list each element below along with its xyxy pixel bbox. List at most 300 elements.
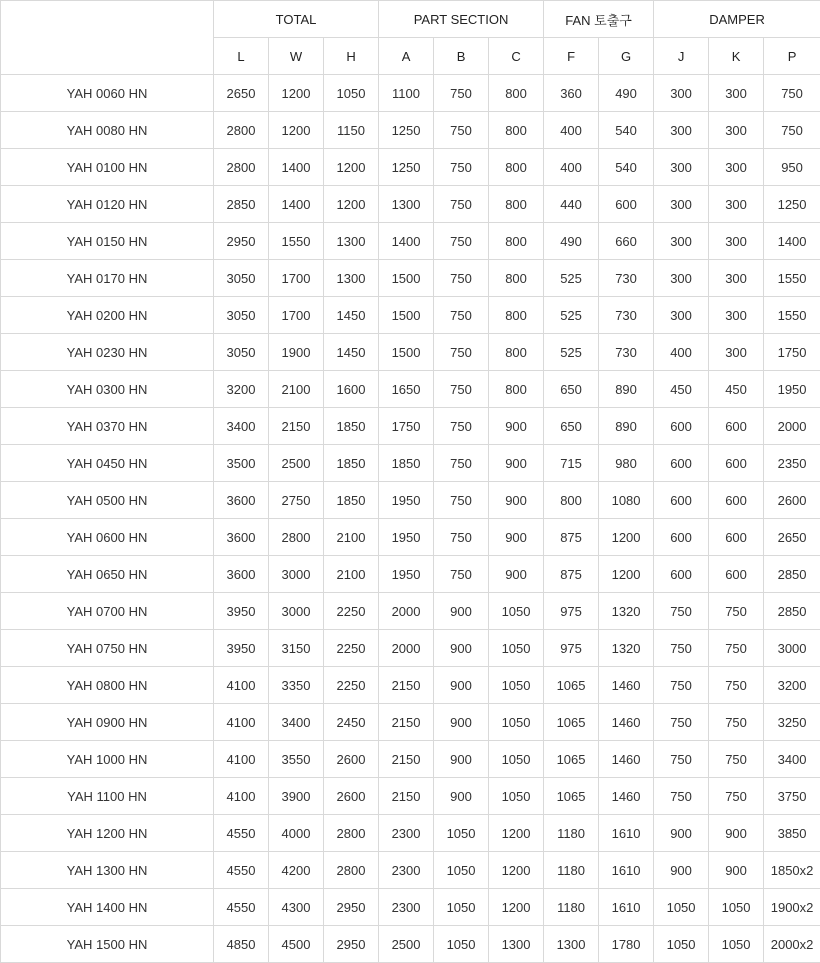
value-cell-l: 3950 — [214, 593, 269, 630]
value-cell-c: 800 — [489, 334, 544, 371]
value-cell-w: 2100 — [269, 371, 324, 408]
value-cell-h: 1300 — [324, 223, 379, 260]
value-cell-g: 1780 — [599, 926, 654, 963]
value-cell-a: 1250 — [379, 149, 434, 186]
value-cell-f: 975 — [544, 593, 599, 630]
value-cell-c: 900 — [489, 408, 544, 445]
value-cell-f: 525 — [544, 260, 599, 297]
model-cell: YAH 0060 HN — [1, 75, 214, 112]
value-cell-f: 800 — [544, 482, 599, 519]
value-cell-j: 750 — [654, 630, 709, 667]
value-cell-w: 2500 — [269, 445, 324, 482]
value-cell-h: 1200 — [324, 186, 379, 223]
value-cell-j: 600 — [654, 445, 709, 482]
value-cell-c: 900 — [489, 519, 544, 556]
value-cell-k: 1050 — [709, 889, 764, 926]
value-cell-j: 300 — [654, 297, 709, 334]
table-row — [1, 667, 820, 704]
value-cell-b: 900 — [434, 630, 489, 667]
table-row — [1, 852, 820, 889]
value-cell-k: 750 — [709, 778, 764, 815]
table-row — [1, 519, 820, 556]
value-cell-j: 300 — [654, 223, 709, 260]
value-cell-a: 1850 — [379, 445, 434, 482]
value-cell-p: 2000x2 — [764, 926, 820, 963]
value-cell-f: 360 — [544, 75, 599, 112]
value-cell-g: 600 — [599, 186, 654, 223]
value-cell-j: 300 — [654, 260, 709, 297]
value-cell-b: 900 — [434, 593, 489, 630]
value-cell-p: 1250 — [764, 186, 820, 223]
model-header-cell — [1, 1, 214, 75]
value-cell-w: 3550 — [269, 741, 324, 778]
model-cell: YAH 0500 HN — [1, 482, 214, 519]
value-cell-p: 2000 — [764, 408, 820, 445]
value-cell-p: 3400 — [764, 741, 820, 778]
value-cell-c: 1050 — [489, 667, 544, 704]
value-cell-c: 1050 — [489, 778, 544, 815]
value-cell-a: 1500 — [379, 334, 434, 371]
value-cell-j: 750 — [654, 667, 709, 704]
value-cell-c: 800 — [489, 297, 544, 334]
value-cell-w: 1400 — [269, 149, 324, 186]
table-row — [1, 815, 820, 852]
value-cell-a: 1100 — [379, 75, 434, 112]
value-cell-b: 750 — [434, 519, 489, 556]
value-cell-g: 1200 — [599, 519, 654, 556]
value-cell-h: 2800 — [324, 852, 379, 889]
value-cell-l: 4100 — [214, 741, 269, 778]
model-cell: YAH 1000 HN — [1, 741, 214, 778]
value-cell-h: 1450 — [324, 334, 379, 371]
value-cell-c: 1050 — [489, 593, 544, 630]
value-cell-g: 660 — [599, 223, 654, 260]
value-cell-f: 975 — [544, 630, 599, 667]
value-cell-l: 4550 — [214, 852, 269, 889]
value-cell-l: 3050 — [214, 297, 269, 334]
value-cell-p: 750 — [764, 112, 820, 149]
column-header-f: F — [544, 38, 599, 75]
value-cell-k: 750 — [709, 667, 764, 704]
model-cell: YAH 1100 HN — [1, 778, 214, 815]
value-cell-a: 1650 — [379, 371, 434, 408]
value-cell-l: 4550 — [214, 889, 269, 926]
value-cell-g: 490 — [599, 75, 654, 112]
value-cell-c: 1050 — [489, 630, 544, 667]
value-cell-p: 3200 — [764, 667, 820, 704]
value-cell-b: 1050 — [434, 889, 489, 926]
model-cell: YAH 0650 HN — [1, 556, 214, 593]
value-cell-a: 2150 — [379, 741, 434, 778]
value-cell-f: 400 — [544, 112, 599, 149]
value-cell-b: 750 — [434, 482, 489, 519]
model-cell: YAH 1200 HN — [1, 815, 214, 852]
value-cell-w: 4000 — [269, 815, 324, 852]
value-cell-h: 2600 — [324, 741, 379, 778]
value-cell-l: 4100 — [214, 667, 269, 704]
value-cell-f: 440 — [544, 186, 599, 223]
value-cell-p: 2350 — [764, 445, 820, 482]
value-cell-k: 750 — [709, 593, 764, 630]
value-cell-j: 300 — [654, 112, 709, 149]
value-cell-w: 4200 — [269, 852, 324, 889]
value-cell-g: 730 — [599, 260, 654, 297]
value-cell-f: 1065 — [544, 778, 599, 815]
value-cell-w: 3150 — [269, 630, 324, 667]
value-cell-g: 890 — [599, 371, 654, 408]
value-cell-h: 2250 — [324, 630, 379, 667]
value-cell-l: 2850 — [214, 186, 269, 223]
column-header-c: C — [489, 38, 544, 75]
value-cell-p: 1750 — [764, 334, 820, 371]
value-cell-h: 1600 — [324, 371, 379, 408]
value-cell-j: 600 — [654, 519, 709, 556]
value-cell-b: 750 — [434, 149, 489, 186]
value-cell-j: 900 — [654, 815, 709, 852]
value-cell-f: 1300 — [544, 926, 599, 963]
value-cell-b: 1050 — [434, 852, 489, 889]
value-cell-a: 1500 — [379, 297, 434, 334]
value-cell-k: 300 — [709, 260, 764, 297]
value-cell-c: 800 — [489, 186, 544, 223]
value-cell-a: 1250 — [379, 112, 434, 149]
value-cell-b: 750 — [434, 408, 489, 445]
value-cell-g: 1610 — [599, 852, 654, 889]
value-cell-g: 730 — [599, 334, 654, 371]
model-cell: YAH 0600 HN — [1, 519, 214, 556]
value-cell-w: 2800 — [269, 519, 324, 556]
value-cell-w: 4300 — [269, 889, 324, 926]
value-cell-c: 1200 — [489, 815, 544, 852]
table-row — [1, 741, 820, 778]
value-cell-k: 450 — [709, 371, 764, 408]
table-row — [1, 408, 820, 445]
value-cell-h: 2100 — [324, 519, 379, 556]
value-cell-b: 750 — [434, 112, 489, 149]
value-cell-p: 1950 — [764, 371, 820, 408]
value-cell-c: 1050 — [489, 741, 544, 778]
value-cell-f: 525 — [544, 297, 599, 334]
value-cell-w: 1400 — [269, 186, 324, 223]
value-cell-h: 2950 — [324, 926, 379, 963]
model-cell: YAH 0230 HN — [1, 334, 214, 371]
value-cell-k: 300 — [709, 112, 764, 149]
value-cell-f: 1180 — [544, 852, 599, 889]
value-cell-p: 2850 — [764, 556, 820, 593]
value-cell-w: 3000 — [269, 556, 324, 593]
value-cell-f: 1180 — [544, 889, 599, 926]
value-cell-b: 900 — [434, 741, 489, 778]
value-cell-l: 2800 — [214, 112, 269, 149]
value-cell-f: 1065 — [544, 667, 599, 704]
value-cell-l: 3600 — [214, 556, 269, 593]
value-cell-a: 2300 — [379, 889, 434, 926]
value-cell-k: 300 — [709, 186, 764, 223]
value-cell-h: 1200 — [324, 149, 379, 186]
column-header-j: J — [654, 38, 709, 75]
value-cell-l: 2650 — [214, 75, 269, 112]
value-cell-b: 750 — [434, 297, 489, 334]
value-cell-f: 1065 — [544, 704, 599, 741]
value-cell-l: 3950 — [214, 630, 269, 667]
value-cell-c: 900 — [489, 482, 544, 519]
value-cell-g: 730 — [599, 297, 654, 334]
table-row — [1, 593, 820, 630]
value-cell-b: 750 — [434, 445, 489, 482]
value-cell-f: 650 — [544, 408, 599, 445]
value-cell-h: 2250 — [324, 667, 379, 704]
value-cell-j: 300 — [654, 75, 709, 112]
value-cell-h: 1150 — [324, 112, 379, 149]
column-header-k: K — [709, 38, 764, 75]
value-cell-l: 3050 — [214, 260, 269, 297]
column-header-g: G — [599, 38, 654, 75]
value-cell-b: 750 — [434, 556, 489, 593]
value-cell-h: 1450 — [324, 297, 379, 334]
value-cell-j: 300 — [654, 186, 709, 223]
value-cell-g: 540 — [599, 149, 654, 186]
value-cell-l: 2800 — [214, 149, 269, 186]
value-cell-w: 3400 — [269, 704, 324, 741]
value-cell-j: 750 — [654, 593, 709, 630]
value-cell-g: 1610 — [599, 889, 654, 926]
group-header-damper: DAMPER — [654, 1, 820, 38]
model-cell: YAH 0120 HN — [1, 186, 214, 223]
value-cell-c: 800 — [489, 112, 544, 149]
value-cell-c: 800 — [489, 371, 544, 408]
column-header-b: B — [434, 38, 489, 75]
table-row — [1, 704, 820, 741]
value-cell-a: 1950 — [379, 556, 434, 593]
value-cell-k: 900 — [709, 852, 764, 889]
value-cell-p: 750 — [764, 75, 820, 112]
value-cell-b: 900 — [434, 704, 489, 741]
value-cell-p: 1550 — [764, 260, 820, 297]
model-cell: YAH 0200 HN — [1, 297, 214, 334]
value-cell-h: 1850 — [324, 482, 379, 519]
value-cell-h: 2800 — [324, 815, 379, 852]
value-cell-p: 3750 — [764, 778, 820, 815]
value-cell-w: 2750 — [269, 482, 324, 519]
value-cell-w: 2150 — [269, 408, 324, 445]
value-cell-j: 750 — [654, 704, 709, 741]
table-row — [1, 926, 820, 963]
value-cell-h: 1850 — [324, 408, 379, 445]
value-cell-p: 2650 — [764, 519, 820, 556]
table-row — [1, 186, 820, 223]
model-cell: YAH 0450 HN — [1, 445, 214, 482]
model-cell: YAH 1400 HN — [1, 889, 214, 926]
table-row — [1, 889, 820, 926]
value-cell-g: 1320 — [599, 593, 654, 630]
value-cell-w: 3900 — [269, 778, 324, 815]
model-cell: YAH 0170 HN — [1, 260, 214, 297]
value-cell-a: 2150 — [379, 667, 434, 704]
value-cell-a: 1950 — [379, 482, 434, 519]
value-cell-a: 1750 — [379, 408, 434, 445]
value-cell-b: 900 — [434, 778, 489, 815]
value-cell-h: 1850 — [324, 445, 379, 482]
group-header-total: TOTAL — [214, 1, 379, 38]
value-cell-j: 1050 — [654, 889, 709, 926]
value-cell-b: 1050 — [434, 815, 489, 852]
value-cell-k: 600 — [709, 519, 764, 556]
value-cell-f: 650 — [544, 371, 599, 408]
value-cell-c: 1300 — [489, 926, 544, 963]
value-cell-k: 600 — [709, 556, 764, 593]
value-cell-p: 2850 — [764, 593, 820, 630]
value-cell-g: 1460 — [599, 704, 654, 741]
value-cell-k: 300 — [709, 334, 764, 371]
value-cell-a: 2000 — [379, 593, 434, 630]
value-cell-k: 900 — [709, 815, 764, 852]
group-header-fan: FAN 토출구 — [544, 1, 654, 38]
value-cell-k: 600 — [709, 445, 764, 482]
model-cell: YAH 0900 HN — [1, 704, 214, 741]
value-cell-g: 1080 — [599, 482, 654, 519]
table-row — [1, 630, 820, 667]
value-cell-w: 1200 — [269, 75, 324, 112]
value-cell-c: 1200 — [489, 852, 544, 889]
value-cell-g: 540 — [599, 112, 654, 149]
table-row — [1, 75, 820, 112]
value-cell-f: 715 — [544, 445, 599, 482]
table-row — [1, 371, 820, 408]
value-cell-l: 4550 — [214, 815, 269, 852]
value-cell-a: 2150 — [379, 778, 434, 815]
value-cell-w: 3000 — [269, 593, 324, 630]
table-row — [1, 445, 820, 482]
value-cell-c: 1050 — [489, 704, 544, 741]
table-row — [1, 260, 820, 297]
value-cell-c: 800 — [489, 260, 544, 297]
value-cell-j: 900 — [654, 852, 709, 889]
column-header-w: W — [269, 38, 324, 75]
value-cell-h: 2250 — [324, 593, 379, 630]
value-cell-c: 1200 — [489, 889, 544, 926]
value-cell-w: 1550 — [269, 223, 324, 260]
value-cell-a: 2000 — [379, 630, 434, 667]
table-row — [1, 778, 820, 815]
value-cell-g: 1460 — [599, 778, 654, 815]
value-cell-b: 750 — [434, 223, 489, 260]
value-cell-l: 3200 — [214, 371, 269, 408]
value-cell-j: 600 — [654, 408, 709, 445]
value-cell-p: 1550 — [764, 297, 820, 334]
model-cell: YAH 1300 HN — [1, 852, 214, 889]
value-cell-b: 900 — [434, 667, 489, 704]
value-cell-l: 3400 — [214, 408, 269, 445]
value-cell-h: 1050 — [324, 75, 379, 112]
model-cell: YAH 0750 HN — [1, 630, 214, 667]
value-cell-k: 300 — [709, 297, 764, 334]
column-header-l: L — [214, 38, 269, 75]
value-cell-k: 600 — [709, 482, 764, 519]
value-cell-g: 890 — [599, 408, 654, 445]
model-cell: YAH 0370 HN — [1, 408, 214, 445]
value-cell-j: 750 — [654, 778, 709, 815]
value-cell-f: 875 — [544, 519, 599, 556]
value-cell-h: 2600 — [324, 778, 379, 815]
value-cell-a: 1950 — [379, 519, 434, 556]
value-cell-j: 300 — [654, 149, 709, 186]
value-cell-c: 900 — [489, 445, 544, 482]
value-cell-g: 1460 — [599, 741, 654, 778]
value-cell-a: 2300 — [379, 852, 434, 889]
table-body — [1, 75, 820, 963]
value-cell-w: 1700 — [269, 260, 324, 297]
value-cell-l: 3050 — [214, 334, 269, 371]
value-cell-p: 1400 — [764, 223, 820, 260]
value-cell-h: 2450 — [324, 704, 379, 741]
value-cell-l: 3600 — [214, 519, 269, 556]
value-cell-p: 2600 — [764, 482, 820, 519]
value-cell-j: 450 — [654, 371, 709, 408]
value-cell-b: 750 — [434, 186, 489, 223]
model-cell: YAH 0150 HN — [1, 223, 214, 260]
value-cell-g: 1320 — [599, 630, 654, 667]
model-cell: YAH 1500 HN — [1, 926, 214, 963]
value-cell-c: 800 — [489, 75, 544, 112]
value-cell-k: 300 — [709, 149, 764, 186]
value-cell-l: 4100 — [214, 704, 269, 741]
table-row — [1, 149, 820, 186]
value-cell-g: 1200 — [599, 556, 654, 593]
value-cell-a: 1300 — [379, 186, 434, 223]
value-cell-c: 900 — [489, 556, 544, 593]
value-cell-a: 2300 — [379, 815, 434, 852]
group-header-part-section: PART SECTION — [379, 1, 544, 38]
model-cell: YAH 0800 HN — [1, 667, 214, 704]
table-row — [1, 112, 820, 149]
value-cell-p: 1900x2 — [764, 889, 820, 926]
value-cell-g: 980 — [599, 445, 654, 482]
value-cell-l: 4100 — [214, 778, 269, 815]
table-row — [1, 223, 820, 260]
model-cell: YAH 0700 HN — [1, 593, 214, 630]
value-cell-f: 490 — [544, 223, 599, 260]
value-cell-a: 2150 — [379, 704, 434, 741]
value-cell-p: 3000 — [764, 630, 820, 667]
column-header-h: H — [324, 38, 379, 75]
value-cell-a: 2500 — [379, 926, 434, 963]
value-cell-a: 1500 — [379, 260, 434, 297]
value-cell-w: 4500 — [269, 926, 324, 963]
value-cell-k: 750 — [709, 704, 764, 741]
value-cell-w: 3350 — [269, 667, 324, 704]
model-cell: YAH 0300 HN — [1, 371, 214, 408]
value-cell-w: 1200 — [269, 112, 324, 149]
value-cell-f: 1180 — [544, 815, 599, 852]
column-header-a: A — [379, 38, 434, 75]
group-header-row — [1, 1, 820, 38]
value-cell-a: 1400 — [379, 223, 434, 260]
value-cell-w: 1700 — [269, 297, 324, 334]
value-cell-w: 1900 — [269, 334, 324, 371]
table-row — [1, 297, 820, 334]
value-cell-j: 600 — [654, 556, 709, 593]
value-cell-f: 1065 — [544, 741, 599, 778]
value-cell-j: 1050 — [654, 926, 709, 963]
value-cell-j: 600 — [654, 482, 709, 519]
value-cell-f: 400 — [544, 149, 599, 186]
value-cell-b: 750 — [434, 334, 489, 371]
value-cell-l: 2950 — [214, 223, 269, 260]
value-cell-l: 3500 — [214, 445, 269, 482]
table-row — [1, 482, 820, 519]
value-cell-p: 3250 — [764, 704, 820, 741]
table-row — [1, 334, 820, 371]
